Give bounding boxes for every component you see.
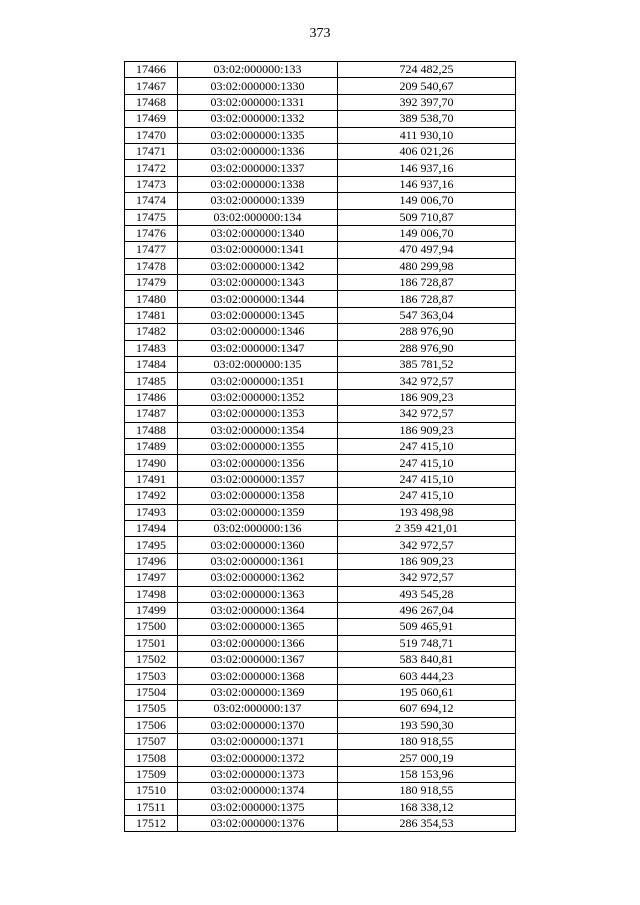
table-row [125, 684, 516, 700]
row-number-cell: 17502 [125, 652, 178, 668]
table-row [125, 209, 516, 225]
row-number-cell: 17474 [125, 193, 178, 209]
value-cell: 547 363,04 [338, 307, 516, 323]
table-row [125, 504, 516, 520]
table-row [125, 488, 516, 504]
table-row [125, 635, 516, 651]
value-cell: 146 937,16 [338, 160, 516, 176]
cadastral-number-cell: 03:02:000000:1361 [178, 553, 338, 569]
cadastral-number-cell: 03:02:000000:1338 [178, 176, 338, 192]
value-cell: 195 060,61 [338, 684, 516, 700]
cadastral-number-cell: 03:02:000000:1336 [178, 143, 338, 159]
row-number-cell: 17499 [125, 602, 178, 618]
table-row [125, 242, 516, 258]
table-row [125, 193, 516, 209]
value-cell: 411 930,10 [338, 127, 516, 143]
row-number-cell: 17498 [125, 586, 178, 602]
row-number-cell: 17481 [125, 307, 178, 323]
row-number-cell: 17503 [125, 668, 178, 684]
table-row [125, 553, 516, 569]
value-cell: 149 006,70 [338, 193, 516, 209]
row-number-cell: 17485 [125, 373, 178, 389]
table-row [125, 766, 516, 782]
cadastral-number-cell: 03:02:000000:1345 [178, 307, 338, 323]
cadastral-number-cell: 03:02:000000:1371 [178, 734, 338, 750]
cadastral-number-cell: 03:02:000000:137 [178, 701, 338, 717]
row-number-cell: 17482 [125, 324, 178, 340]
table-row [125, 324, 516, 340]
value-cell: 470 497,94 [338, 242, 516, 258]
cadastral-number-cell: 03:02:000000:1366 [178, 635, 338, 651]
value-cell: 724 482,25 [338, 62, 516, 78]
row-number-cell: 17469 [125, 111, 178, 127]
cadastral-number-cell: 03:02:000000:1331 [178, 94, 338, 110]
row-number-cell: 17476 [125, 225, 178, 241]
value-cell: 509 465,91 [338, 619, 516, 635]
table-row [125, 455, 516, 471]
value-cell: 342 972,57 [338, 570, 516, 586]
value-cell: 496 267,04 [338, 602, 516, 618]
row-number-cell: 17486 [125, 389, 178, 405]
table-row [125, 340, 516, 356]
table-row [125, 586, 516, 602]
table-row [125, 94, 516, 110]
cadastral-number-cell: 03:02:000000:1364 [178, 602, 338, 618]
value-cell: 186 728,87 [338, 291, 516, 307]
value-cell: 342 972,57 [338, 537, 516, 553]
value-cell: 247 415,10 [338, 455, 516, 471]
value-cell: 257 000,19 [338, 750, 516, 766]
table-row [125, 602, 516, 618]
table-row [125, 570, 516, 586]
cadastral-number-cell: 03:02:000000:134 [178, 209, 338, 225]
value-cell: 247 415,10 [338, 438, 516, 454]
table-row [125, 62, 516, 78]
row-number-cell: 17497 [125, 570, 178, 586]
cadastral-number-cell: 03:02:000000:1337 [178, 160, 338, 176]
cadastral-number-cell: 03:02:000000:1340 [178, 225, 338, 241]
value-cell: 392 397,70 [338, 94, 516, 110]
cadastral-number-cell: 03:02:000000:1367 [178, 652, 338, 668]
value-cell: 186 909,23 [338, 553, 516, 569]
row-number-cell: 17479 [125, 275, 178, 291]
table-row [125, 734, 516, 750]
table-row [125, 652, 516, 668]
cadastral-number-cell: 03:02:000000:1354 [178, 422, 338, 438]
value-cell: 168 338,12 [338, 799, 516, 815]
table-row [125, 783, 516, 799]
value-cell: 193 590,30 [338, 717, 516, 733]
row-number-cell: 17496 [125, 553, 178, 569]
cadastral-number-cell: 03:02:000000:1368 [178, 668, 338, 684]
value-cell: 186 909,23 [338, 422, 516, 438]
value-cell: 288 976,90 [338, 324, 516, 340]
row-number-cell: 17488 [125, 422, 178, 438]
table-row [125, 701, 516, 717]
row-number-cell: 17510 [125, 783, 178, 799]
row-number-cell: 17511 [125, 799, 178, 815]
value-cell: 158 153,96 [338, 766, 516, 782]
value-cell: 149 006,70 [338, 225, 516, 241]
cadastral-number-cell: 03:02:000000:1373 [178, 766, 338, 782]
cadastral-number-cell: 03:02:000000:1341 [178, 242, 338, 258]
table-row [125, 160, 516, 176]
row-number-cell: 17509 [125, 766, 178, 782]
value-cell: 406 021,26 [338, 143, 516, 159]
cadastral-number-cell: 03:02:000000:1330 [178, 78, 338, 94]
row-number-cell: 17501 [125, 635, 178, 651]
row-number-cell: 17504 [125, 684, 178, 700]
cadastral-number-cell: 03:02:000000:1376 [178, 815, 338, 831]
value-cell: 247 415,10 [338, 471, 516, 487]
cadastral-number-cell: 03:02:000000:135 [178, 357, 338, 373]
value-cell: 480 299,98 [338, 258, 516, 274]
cadastral-number-cell: 03:02:000000:1346 [178, 324, 338, 340]
table-row [125, 520, 516, 536]
row-number-cell: 17491 [125, 471, 178, 487]
cadastral-number-cell: 03:02:000000:1343 [178, 275, 338, 291]
row-number-cell: 17507 [125, 734, 178, 750]
value-cell: 583 840,81 [338, 652, 516, 668]
cadastral-number-cell: 03:02:000000:1363 [178, 586, 338, 602]
cadastral-number-cell: 03:02:000000:1360 [178, 537, 338, 553]
cadastral-value-table [124, 61, 516, 832]
table-row [125, 78, 516, 94]
table-row [125, 357, 516, 373]
cadastral-number-cell: 03:02:000000:1351 [178, 373, 338, 389]
cadastral-number-cell: 03:02:000000:1359 [178, 504, 338, 520]
value-cell: 209 540,67 [338, 78, 516, 94]
row-number-cell: 17508 [125, 750, 178, 766]
row-number-cell: 17466 [125, 62, 178, 78]
value-cell: 342 972,57 [338, 406, 516, 422]
cadastral-number-cell: 03:02:000000:136 [178, 520, 338, 536]
row-number-cell: 17500 [125, 619, 178, 635]
table-row [125, 537, 516, 553]
table-row [125, 176, 516, 192]
cadastral-number-cell: 03:02:000000:1347 [178, 340, 338, 356]
row-number-cell: 17512 [125, 815, 178, 831]
cadastral-number-cell: 03:02:000000:1353 [178, 406, 338, 422]
cadastral-number-cell: 03:02:000000:1332 [178, 111, 338, 127]
cadastral-number-cell: 03:02:000000:1335 [178, 127, 338, 143]
cadastral-number-cell: 03:02:000000:133 [178, 62, 338, 78]
value-cell: 519 748,71 [338, 635, 516, 651]
value-cell: 193 498,98 [338, 504, 516, 520]
value-cell: 385 781,52 [338, 357, 516, 373]
cadastral-number-cell: 03:02:000000:1370 [178, 717, 338, 733]
table-row [125, 799, 516, 815]
row-number-cell: 17494 [125, 520, 178, 536]
table-row [125, 111, 516, 127]
table-row [125, 406, 516, 422]
row-number-cell: 17487 [125, 406, 178, 422]
row-number-cell: 17478 [125, 258, 178, 274]
row-number-cell: 17467 [125, 78, 178, 94]
table-row [125, 422, 516, 438]
cadastral-number-cell: 03:02:000000:1342 [178, 258, 338, 274]
table-row [125, 307, 516, 323]
value-cell: 2 359 421,01 [338, 520, 516, 536]
row-number-cell: 17472 [125, 160, 178, 176]
table-row [125, 471, 516, 487]
cadastral-number-cell: 03:02:000000:1355 [178, 438, 338, 454]
table-row [125, 438, 516, 454]
table-row [125, 668, 516, 684]
table-row [125, 717, 516, 733]
cadastral-number-cell: 03:02:000000:1375 [178, 799, 338, 815]
value-cell: 180 918,55 [338, 734, 516, 750]
value-cell: 603 444,23 [338, 668, 516, 684]
cadastral-number-cell: 03:02:000000:1356 [178, 455, 338, 471]
table-body [125, 62, 516, 832]
table-row [125, 275, 516, 291]
table-row [125, 225, 516, 241]
row-number-cell: 17490 [125, 455, 178, 471]
row-number-cell: 17484 [125, 357, 178, 373]
value-cell: 180 918,55 [338, 783, 516, 799]
table-row [125, 258, 516, 274]
table-row [125, 291, 516, 307]
page-number: 373 [309, 26, 331, 41]
value-cell: 493 545,28 [338, 586, 516, 602]
row-number-cell: 17493 [125, 504, 178, 520]
value-cell: 389 538,70 [338, 111, 516, 127]
cadastral-number-cell: 03:02:000000:1344 [178, 291, 338, 307]
row-number-cell: 17480 [125, 291, 178, 307]
row-number-cell: 17492 [125, 488, 178, 504]
row-number-cell: 17506 [125, 717, 178, 733]
cadastral-number-cell: 03:02:000000:1369 [178, 684, 338, 700]
value-cell: 607 694,12 [338, 701, 516, 717]
row-number-cell: 17489 [125, 438, 178, 454]
cadastral-number-cell: 03:02:000000:1358 [178, 488, 338, 504]
table-row [125, 389, 516, 405]
value-cell: 247 415,10 [338, 488, 516, 504]
row-number-cell: 17470 [125, 127, 178, 143]
row-number-cell: 17477 [125, 242, 178, 258]
row-number-cell: 17471 [125, 143, 178, 159]
value-cell: 288 976,90 [338, 340, 516, 356]
table-row [125, 373, 516, 389]
row-number-cell: 17468 [125, 94, 178, 110]
row-number-cell: 17495 [125, 537, 178, 553]
value-cell: 146 937,16 [338, 176, 516, 192]
row-number-cell: 17475 [125, 209, 178, 225]
row-number-cell: 17473 [125, 176, 178, 192]
table-row [125, 815, 516, 831]
table-row [125, 127, 516, 143]
cadastral-number-cell: 03:02:000000:1352 [178, 389, 338, 405]
row-number-cell: 17505 [125, 701, 178, 717]
value-cell: 509 710,87 [338, 209, 516, 225]
cadastral-number-cell: 03:02:000000:1339 [178, 193, 338, 209]
table-row [125, 619, 516, 635]
table-row [125, 143, 516, 159]
value-cell: 286 354,53 [338, 815, 516, 831]
table-row [125, 750, 516, 766]
row-number-cell: 17483 [125, 340, 178, 356]
cadastral-number-cell: 03:02:000000:1374 [178, 783, 338, 799]
cadastral-number-cell: 03:02:000000:1362 [178, 570, 338, 586]
cadastral-number-cell: 03:02:000000:1357 [178, 471, 338, 487]
value-cell: 186 728,87 [338, 275, 516, 291]
value-cell: 186 909,23 [338, 389, 516, 405]
cadastral-number-cell: 03:02:000000:1365 [178, 619, 338, 635]
cadastral-number-cell: 03:02:000000:1372 [178, 750, 338, 766]
value-cell: 342 972,57 [338, 373, 516, 389]
